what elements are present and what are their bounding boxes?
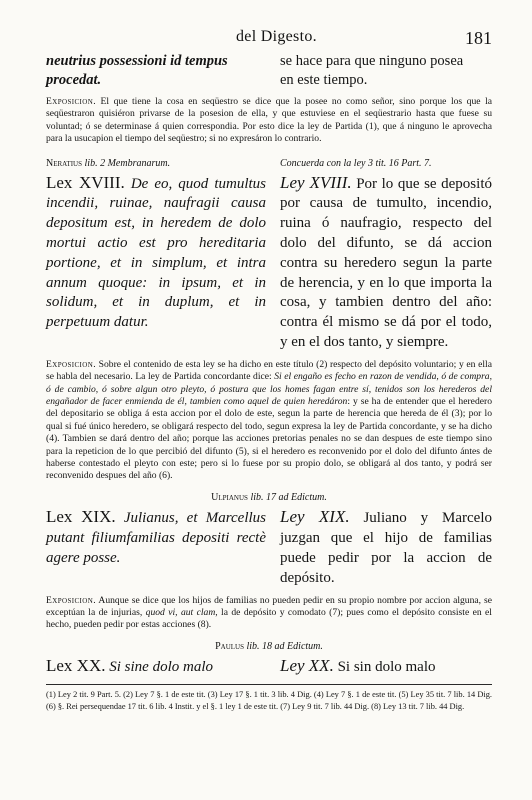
law-19-jurist-ref: lib. 17 ad Edictum. xyxy=(250,492,327,504)
exposition-3-quote: quod vi, aut clam xyxy=(145,607,216,619)
page-number: 181 xyxy=(465,28,492,48)
exposition-2 xyxy=(46,359,492,483)
intro-spanish-column xyxy=(280,52,492,90)
law-18-jurist: Neratius xyxy=(46,157,83,169)
footnote-rule xyxy=(46,684,492,685)
law-18-concordance: Concuerda con la ley 3 tit. 16 Part. 7. xyxy=(280,157,432,169)
document-page xyxy=(46,28,492,712)
law-18-block xyxy=(46,169,492,353)
exposition-1 xyxy=(46,96,492,146)
law-20-block xyxy=(46,652,492,678)
law-18-source-left xyxy=(46,158,266,169)
law-19-latin-head: Lex XIX. xyxy=(46,507,116,527)
law-19-spanish-head: Ley XIX. xyxy=(280,507,350,527)
exposition-3-text-2: , la de depósito y comodato (7); pues como el depósito consiste en el hecho, pueden pedir por estas acciones (8). xyxy=(46,607,492,631)
intro-spanish-line-2: en este tiempo. xyxy=(280,72,368,88)
law-20-spanish-head: Ley XX. xyxy=(280,656,334,676)
law-19-spanish xyxy=(280,507,492,588)
law-19-jurist: Ulpianus xyxy=(211,492,248,504)
law-18-spanish-head: Ley XVIII. xyxy=(280,172,352,192)
law-19-spanish-text: Juliano y Marcelo juzgan que el hijo de familias puede pedir por la accion de depósito. xyxy=(280,510,492,586)
law-18-jurist-ref: lib. 2 Membranarum. xyxy=(84,157,171,169)
running-head xyxy=(46,28,492,52)
law-18-latin-text: De eo, quod tumultus incendii, ruinae, naufragii causa depositum est, in heredem de dolo mortui actio est pro hereditaria portione, et in simplum, et intra annum quoque: in ipsum, et in solidum, et in duplum, et in perpetuum datur. xyxy=(46,175,267,331)
law-20-jurist: Paulus xyxy=(215,641,244,653)
intro-spanish-line-1: se hace para que ninguno posea xyxy=(280,53,464,69)
law-19-latin-text: Julianus, et Marcellus putant filiumfamilias depositi rectè agere posse. xyxy=(46,510,266,567)
running-title: del Digesto. xyxy=(236,28,317,45)
exposition-3-lead: Exposicion. xyxy=(46,594,96,606)
exposition-2-lead: Exposicion. xyxy=(46,358,96,370)
law-19-latin xyxy=(46,507,266,588)
law-19-block xyxy=(46,503,492,588)
exposition-2-text-2: : y se ha de entender que el heredero del depositario se obliga á esta accion por el dolo de este, segun la parte de herencia que hereda de él (3); por lo qual si fué único heredero, se obligará respecto del todo, segun expresa la ley de Partida concordante, y se ha dicho (4). Tambien se dará dentro del año; porque las acciones pretorias penales no se dan despues de este tiempo sino para la repeticion de lo que percibió del difunto (5), si el heredero es reconvenido por el dolo del difunto ántes de haberse contestado el pleyto con este; pero si lo fuese por su propio dolo, se obligará al dos tanto, y podrá ser reconvenido despues del año (6). xyxy=(46,396,492,482)
law-18-spanish-text: Por lo que se depositó por causa de tumulto, incendio, ruina ó naufragio, respecto del dolo del difunto, se dá accion contra su heredero segun la parte de herencia, y en lo que importa la cosa, y tambien dentro del año: contra él mismo se dá por el todo, y en el dos tanto, y siempre. xyxy=(280,175,492,350)
law-20-latin-head: Lex XX. xyxy=(46,656,106,676)
law-18-spanish xyxy=(280,173,492,353)
law-20-source xyxy=(46,641,492,652)
exposition-1-text: El que tiene la cosa en seqüestro se dice que la posee no como señor, sino porque los que la seqüestraron quisiéron privarse de la posesion de ella, y que estuviese en el seqüestrario hasta que fuese su voluntad; ó se determinase á quien correspondia. Por esto dice la ley de Partida (1), que á ninguno le aprovecha para la usucapion el tiempo del seqüestro; si no expresáron lo contrario. xyxy=(46,96,492,145)
intro-block xyxy=(46,52,492,90)
exposition-2-quote: Si el engaño es fecho en razon de vendida, ó de compra, ó de cambio, ó sobre algun otro pleyto, ó postura que los homes fagan entre sí, tenidos son los herederos del engañador de facer enmienda de él, tambien como aquel de quien heredáron xyxy=(46,371,492,408)
law-18-latin-head: Lex XVIII. xyxy=(46,172,125,192)
intro-latin-line-2: procedat. xyxy=(46,72,102,88)
intro-latin-column xyxy=(46,52,266,90)
law-20-latin-text: Si sine dolo malo xyxy=(109,659,213,676)
intro-latin-line-1: neutrius possessioni id tempus xyxy=(46,53,228,69)
law-20-latin xyxy=(46,656,266,678)
exposition-2-text-1: Sobre el contenido de esta ley se ha dicho en este título (2) respecto del depósito voluntario; y en ella se habla del necesario. La ley de Partida concordante dice: xyxy=(46,358,492,383)
exposition-1-lead: Exposicion. xyxy=(46,96,96,107)
footnotes: (1) Ley 2 tit. 9 Part. 5. (2) Ley 7 §. 1 de este tit. (3) Ley 17 §. 1 tit. 3 lib. 4 Dig. (4) Ley 7 §. 1 de este tit. (5) Ley 35 tit. 7 lib. 14 Dig. (6) §. Rei persequendae 17 tit. 6 lib. 4 Instit. y el §. 1 ley 1 de este tit. (7) Ley 9 tit. 7 lib. 44 Dig. (8) Ley 13 tit. 7 lib. 44 Dig. xyxy=(46,690,492,711)
law-18-latin xyxy=(46,173,266,353)
law-19-source xyxy=(46,492,492,503)
law-18-sources xyxy=(46,158,492,169)
law-20-spanish xyxy=(280,656,492,678)
exposition-3 xyxy=(46,595,492,632)
law-20-jurist-ref: lib. 18 ad Edictum. xyxy=(246,641,323,653)
exposition-3-text-1: Aunque se dice que los hijos de familias no pueden pedir en su propio nombre por accion alguna, se exceptúan la de injurias, xyxy=(46,594,492,619)
law-20-spanish-text: Si sin dolo malo xyxy=(337,659,436,676)
